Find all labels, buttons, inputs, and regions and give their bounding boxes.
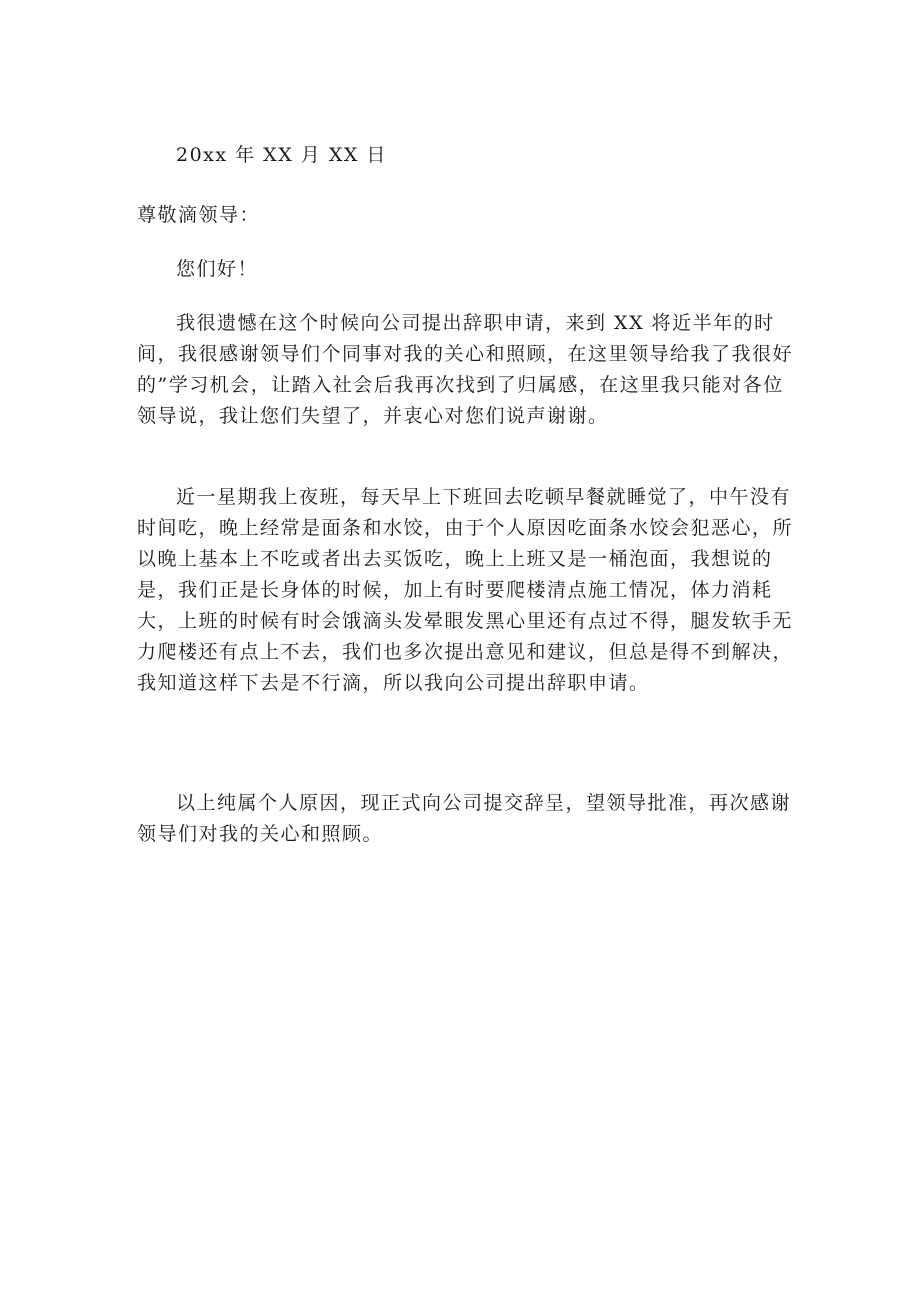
letter-salutation: 尊敬滴领导： (137, 204, 261, 226)
body-paragraph-1: 我很遗憾在这个时候向公司提出辞职申请，来到 XX 将近半年的时间，我很感谢领导们个同事对我的关心和照顾，在这里领导给我了我很好的”学习机会，让踏入社会后我再次找到了归属感，在这里我只能对各位领导说，我让您们失望了，并衷心对您们说声谢谢。 (137, 312, 794, 427)
letter-date: 20xx 年 XX 月 XX 日 (176, 144, 387, 166)
body-paragraph-2: 近一星期我上夜班，每天早上下班回去吃顿早餐就睡觉了，中午没有时间吃，晚上经常是面条和水饺，由于个人原因吃面条水饺会犯恶心，所以晚上基本上不吃或者出去买饭吃，晚上上班又是一桶泡面，我想说的是，我们正是长身体的时候，加上有时要爬楼清点施工情况，体力消耗大，上班的时候有时会饿滴头发晕眼发黑心里还有点过不得，腿发软手无力爬楼还有点上不去，我们也多次提出意见和建议，但总是得不到解决，我知道这样下去是不行滴，所以我向公司提出辞职申请。 (137, 486, 794, 694)
body-paragraph-3: 以上纯属个人原因，现正式向公司提交辞呈，望领导批准，再次感谢领导们对我的关心和照顾。 (137, 792, 792, 845)
letter-greeting: 您们好！ (176, 258, 259, 280)
